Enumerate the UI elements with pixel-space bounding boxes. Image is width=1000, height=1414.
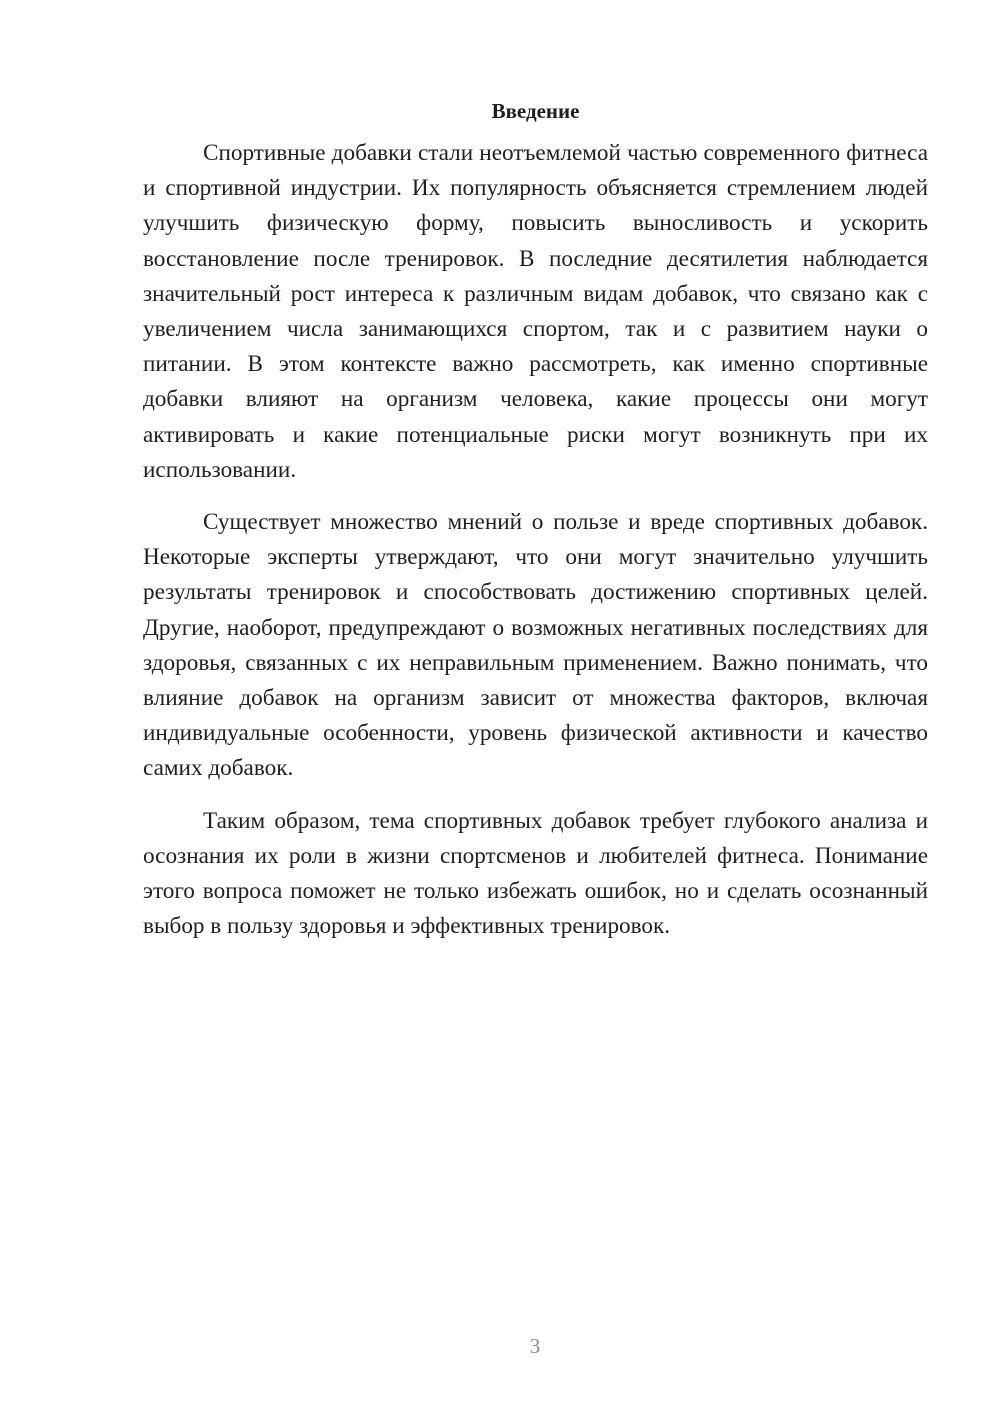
- document-body: [143, 96, 928, 961]
- paragraph-1: Спортивные добавки стали неотъемлемой частью современного фитнеса и спортивной индустрии. Их популярность объясняется стремлением людей улучшить физическую форму, повысить выносливость и ускорить восстановление после тренировок. В последние десятилетия наблюдается значительный рост интереса к различным видам добавок, что связано как с увеличением числа занимающихся спортом, так и с развитием науки о питании. В этом контексте важно рассмотреть, как именно спортивные добавки влияют на организм человека, какие процессы они могут активировать и какие потенциальные риски могут возникнуть при их использовании.: [143, 140, 928, 483]
- section-title: Введение: [491, 99, 580, 123]
- paragraph-3: Таким образом, тема спортивных добавок требует глубокого анализа и осознания их роли в жизни спортсменов и любителей фитнеса. Понимание этого вопроса поможет не только избежать ошибок, но и сделать осознанный выбор в пользу здоровья и эффективных тренировок.: [143, 807, 928, 940]
- page-number: 3: [529, 1334, 541, 1358]
- paragraph-2: Существует множество мнений о пользе и вреде спортивных добавок. Некоторые эксперты утверждают, что они могут значительно улучшить результаты тренировок и способствовать достижению спортивных целей. Другие, наоборот, предупреждают о возможных негативных последствиях для здоровья, связанных с их неправильным применением. Важно понимать, что влияние добавок на организм зависит от множества факторов, включая индивидуальные особенности, уровень физической активности и качество самих добавок.: [143, 509, 928, 782]
